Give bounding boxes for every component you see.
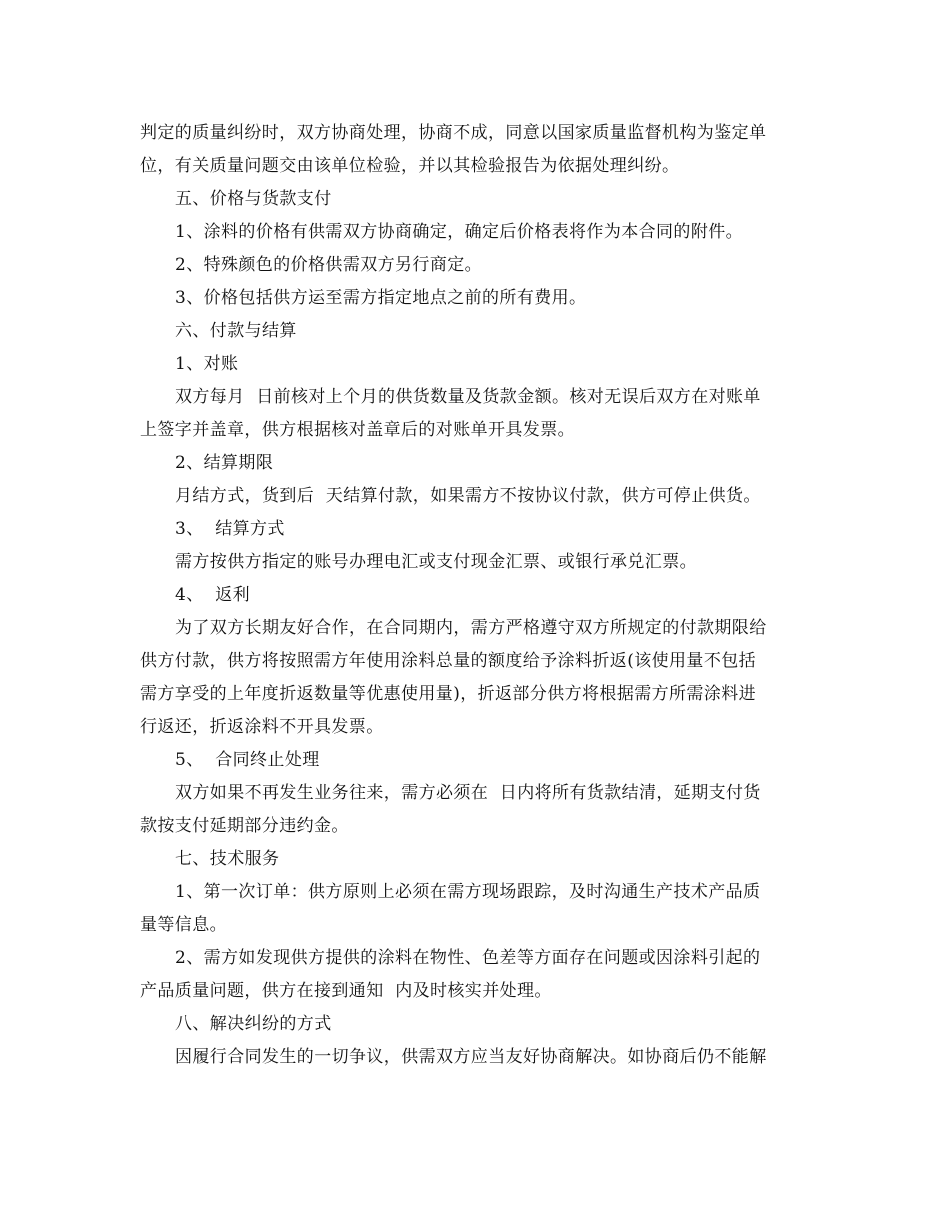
section-heading: 七、技术服务 <box>175 849 280 869</box>
clause-text: 2、特殊颜色的价格供需双方另行商定。 <box>175 255 483 275</box>
section-heading: 五、价格与货款支付 <box>175 189 332 209</box>
subsection-heading: 4、 返利 <box>175 585 251 605</box>
section-heading: 八、解决纠纷的方式 <box>175 1014 332 1034</box>
section-heading: 六、付款与结算 <box>175 321 297 341</box>
body-text-line: 款按支付延期部分违约金。 <box>140 816 349 836</box>
clause-text: 3、价格包括供方运至需方指定地点之前的所有费用。 <box>175 288 587 308</box>
body-text-line: 上签字并盖章，供方根据核对盖章后的对账单开具发票。 <box>140 420 575 440</box>
clause-text: 需方按供方指定的账号办理电汇或支付现金汇票、或银行承兑汇票。 <box>175 552 697 572</box>
clause-text: 2、需方如发现供方提供的涂料在物性、色差等方面存在问题或因涂料引起的 <box>175 948 761 968</box>
body-text-line: 位，有关质量问题交由该单位检验，并以其检验报告为依据处理纠纷。 <box>140 156 680 176</box>
clause-text: 双方每月 日前核对上个月的供货数量及货款金额。核对无误后双方在对账单 <box>175 387 761 407</box>
clause-text: 1、第一次订单：供方原则上必须在需方现场跟踪，及时沟通生产技术产品质 <box>175 882 761 902</box>
body-text-line: 供方付款，供方将按照需方年使用涂料总量的额度给予涂料折返(该使用量不包括 <box>140 651 757 671</box>
clause-text: 为了双方长期友好合作，在合同期内，需方严格遵守双方所规定的付款期限给 <box>175 618 767 638</box>
body-text-line: 需方享受的上年度折返数量等优惠使用量)，折返部分供方将根据需方所需涂料进 <box>140 684 757 704</box>
subsection-heading: 2、结算期限 <box>175 453 274 473</box>
subsection-heading: 5、 合同终止处理 <box>175 750 320 770</box>
body-text-line: 产品质量问题，供方在接到通知 内及时核实并处理。 <box>140 981 552 1001</box>
clause-text: 双方如果不再发生业务往来，需方必须在 日内将所有货款结清，延期支付货 <box>175 783 761 803</box>
body-text-line: 行返还，折返涂料不开具发票。 <box>140 717 384 737</box>
body-text-line: 判定的质量纠纷时，双方协商处理，协商不成，同意以国家质量监督机构为鉴定单 <box>140 123 767 143</box>
body-text-line: 量等信息。 <box>140 915 227 935</box>
clause-text: 月结方式，货到后 天结算付款，如果需方不按协议付款，供方可停止供货。 <box>175 486 761 506</box>
clause-text: 因履行合同发生的一切争议，供需双方应当友好协商解决。如协商后仍不能解 <box>175 1047 767 1067</box>
subsection-heading: 1、对账 <box>175 354 239 374</box>
subsection-heading: 3、 结算方式 <box>175 519 285 539</box>
clause-text: 1、涂料的价格有供需双方协商确定，确定后价格表将作为本合同的附件。 <box>175 222 744 242</box>
